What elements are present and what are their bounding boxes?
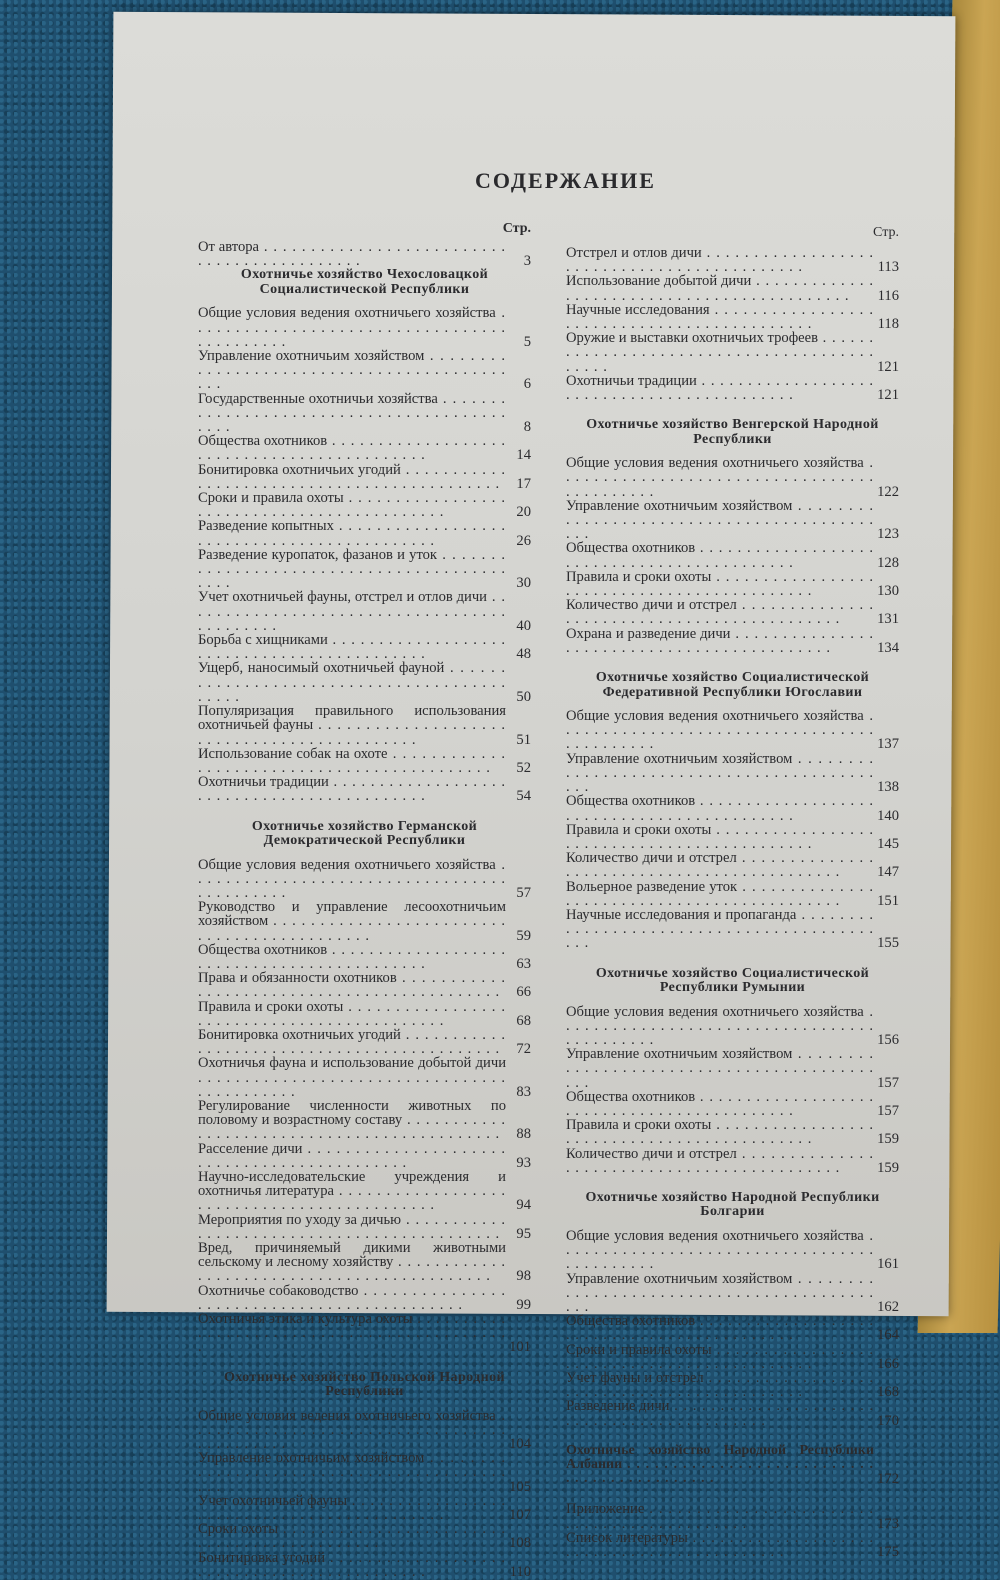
toc-entry-page: 131: [877, 611, 899, 628]
toc-entry-title: Популяризация правильного использования охотничьей фауны . . .: [198, 704, 506, 747]
toc-entry: [198, 1241, 531, 1284]
toc-entry-page: 95: [516, 1225, 531, 1242]
toc-entry-page: 156: [877, 1031, 899, 1048]
toc-entry-title: Приложение . . .: [566, 1502, 874, 1530]
toc-entry-title: Расселение дичи . . .: [198, 1142, 506, 1170]
toc-entry-title: Сроки и правила охоты . . .: [566, 1343, 874, 1371]
toc-entry: [566, 880, 899, 908]
toc-entry-title: Общие условия ведения охотничьего хозяйства . . .: [566, 1005, 874, 1048]
toc-entry-page: 63: [516, 955, 531, 972]
toc-entry: [566, 499, 899, 542]
section-heading: Охотничье хозяйство Венгерской Народной Республики: [586, 417, 879, 447]
toc-entry-title: Разведение копытных . . .: [198, 519, 506, 547]
toc-entry-title: От автора . . .: [198, 240, 506, 268]
toc-entry: [198, 240, 531, 268]
toc-entry-title: Управление охотничьим хозяйством . . .: [566, 1047, 874, 1090]
toc-entry: [198, 519, 531, 547]
toc-entry-page: 57: [516, 884, 531, 901]
toc-entry: [566, 246, 899, 274]
toc-entry: [198, 1494, 531, 1522]
section-heading: Охотничье хозяйство Социалистической Республики Румынии: [595, 965, 870, 996]
toc-entry-page: 116: [877, 287, 899, 304]
toc-entry-title: Охрана и разведение дичи . . .: [566, 627, 874, 655]
toc-entry: [566, 823, 899, 851]
toc-entry-page: 51: [516, 731, 531, 748]
toc-entry: [566, 1047, 899, 1090]
toc-entry-page: 168: [877, 1384, 899, 1401]
toc-entry-title: Мероприятия по уходу за дичью . . .: [198, 1213, 506, 1241]
toc-entry-page: 113: [877, 259, 899, 276]
toc-entry-title: Научные исследования . . .: [566, 303, 874, 331]
toc-entry-page: 145: [877, 835, 899, 852]
toc-entry-page: 140: [877, 807, 899, 824]
toc-entry-page: 157: [877, 1074, 899, 1091]
toc-entry-title: Управление охотничьим хозяйством . . .: [566, 1272, 874, 1315]
page-title: СОДЕРЖАНИЕ: [475, 168, 656, 193]
toc-entry: [566, 303, 899, 331]
toc-entry-page: 151: [877, 892, 899, 909]
toc-entry: [198, 1451, 531, 1494]
toc-entry-page: 48: [516, 646, 531, 663]
toc-entry: [566, 598, 899, 626]
toc-entry-page: 164: [877, 1327, 899, 1344]
toc-entry-page: 20: [516, 504, 531, 521]
toc-entry: [198, 971, 531, 999]
toc-entry-page: 59: [516, 927, 531, 944]
toc-entry: [198, 1551, 531, 1579]
toc-entry-page: 155: [877, 935, 899, 952]
toc-entry-page: 159: [877, 1131, 899, 1148]
toc-entry: [198, 1099, 531, 1142]
section-heading: Охотничье хозяйство Социалистической Федеративной Республики Югославии: [595, 670, 870, 700]
toc-entry-title: Бонитировка охотничьих угодий . . .: [198, 1028, 506, 1056]
toc-entry-page: 54: [516, 788, 531, 805]
toc-entry-page: 5: [523, 333, 531, 350]
toc-entry-page: 68: [516, 1012, 531, 1029]
toc-entry-page: 122: [877, 483, 899, 500]
toc-list-right: [566, 246, 899, 1559]
toc-entry-title: Количество дичи и отстрел . . .: [566, 598, 874, 626]
toc-entry-title: Количество дичи и отстрел . . .: [566, 1147, 874, 1175]
toc-entry-title: Список литературы . . .: [566, 1531, 874, 1559]
toc-entry: [198, 392, 531, 435]
toc-entry-title: Правила и сроки охоты . . .: [566, 823, 874, 851]
toc-entry-title: Количество дичи и отстрел . . .: [566, 851, 874, 879]
toc-entry-page: 121: [877, 358, 899, 375]
toc-entry: [198, 775, 531, 803]
toc-entry: [566, 570, 899, 598]
toc-entry-page: 66: [516, 984, 531, 1001]
toc-entry-title: Управление охотничьим хозяйством . . .: [198, 349, 506, 392]
toc-entry: [566, 1147, 899, 1175]
toc-entry-title: Использование собак на охоте . . .: [198, 747, 506, 775]
toc-entry: [198, 900, 531, 943]
toc-entry-page: 110: [509, 1563, 531, 1580]
toc-entry-page: 170: [877, 1412, 899, 1429]
toc-entry-title: Управление охотничьим хозяйством . . .: [566, 752, 874, 795]
toc-entry-title: Охотничье собаководство . . .: [198, 1284, 506, 1312]
toc-entry: [566, 331, 899, 374]
toc-entry-title: Охотничья фауна и использование добытой дичи . . .: [198, 1056, 506, 1099]
toc-entry-title: Бонитировка охотничьих угодий . . .: [198, 463, 506, 491]
toc-entry-title: Общие условия ведения охотничьего хозяйства . . .: [198, 1409, 506, 1452]
toc-entry-title: Общие условия ведения охотничьего хозяйства . . .: [566, 456, 874, 499]
toc-entry-page: 123: [877, 526, 899, 543]
toc-entry: [566, 456, 899, 499]
toc-entry-title: Учет фауны и отстрел . . .: [566, 1371, 874, 1399]
toc-entry: [566, 1229, 899, 1272]
toc-entry-title: Ущерб, наносимый охотничьей фауной . . .: [198, 661, 506, 704]
toc-entry-page: 172: [877, 1471, 899, 1488]
toc-entry-page: 50: [516, 688, 531, 705]
toc-entry-title: Научно-исследовательские учреждения и охотничья литература . . .: [198, 1170, 506, 1213]
toc-entry-page: 83: [516, 1083, 531, 1100]
toc-entry-title: Общества охотников . . .: [566, 1090, 874, 1118]
toc-entry: [198, 1312, 531, 1355]
toc-entry-page: 175: [877, 1544, 899, 1561]
toc-entry-title: Управление охотничьим хозяйством . . .: [198, 1451, 506, 1494]
toc-entry: [566, 1272, 899, 1315]
toc-entry-page: 104: [509, 1436, 531, 1453]
toc-entry: [198, 548, 531, 591]
toc-entry-page: 137: [877, 736, 899, 753]
toc-entry: [566, 274, 899, 302]
toc-entry: [198, 306, 531, 349]
toc-entry: [198, 1522, 531, 1550]
toc-entry-page: 107: [509, 1507, 531, 1524]
toc-entry-page: 3: [523, 253, 531, 270]
toc-entry: [198, 434, 531, 462]
toc-entry-page: 130: [877, 583, 899, 600]
toc-entry-title: Общества охотников . . .: [566, 1314, 874, 1342]
toc-entry: [198, 349, 531, 392]
toc-entry-page: 26: [516, 532, 531, 549]
toc-entry-title: Регулирование численности животных по половому и возрастному составу . . .: [198, 1099, 506, 1142]
toc-entry: [566, 1444, 899, 1487]
toc-entry: [198, 661, 531, 704]
toc-entry: [198, 943, 531, 971]
toc-entry: [566, 752, 899, 795]
toc-entry-page: 121: [877, 387, 899, 404]
toc-entry-title: Вольерное разведение уток . . .: [566, 880, 874, 908]
toc-entry: [566, 1005, 899, 1048]
toc-entry: [198, 633, 531, 661]
toc-entry-title: Руководство и управление лесоохотничьим хозяйством . . .: [198, 900, 506, 943]
toc-entry-title: Разведение куропаток, фазанов и уток . . .: [198, 548, 506, 591]
toc-entry-page: 8: [523, 419, 531, 436]
toc-entry-page: 17: [516, 475, 531, 492]
toc-entry-title: Охотничьи традиции . . .: [566, 374, 874, 402]
toc-entry: [198, 1284, 531, 1312]
toc-entry-title: Учет охотничьей фауны . . .: [198, 1494, 506, 1522]
toc-entry: [566, 1371, 899, 1399]
toc-entry: [566, 1502, 899, 1530]
toc-entry-title: Общие условия ведения охотничьего хозяйства . . .: [566, 1229, 874, 1272]
toc-entry-page: 94: [516, 1197, 531, 1214]
toc-entry-title: Научные исследования и пропаганда . . .: [566, 908, 874, 951]
toc-entry: [566, 709, 899, 752]
toc-entry-title: Общие условия ведения охотничьего хозяйства . . .: [566, 709, 874, 752]
toc-entry-title: Правила и сроки охоты . . .: [198, 1000, 506, 1028]
toc-entry-page: 161: [877, 1256, 899, 1273]
section-heading: Охотничье хозяйство Польской Народной Республики: [224, 1369, 505, 1400]
toc-entry-title: Бонитировка угодий . . .: [198, 1551, 506, 1579]
toc-entry-title: Оружие и выставки охотничьих трофеев . . .: [566, 331, 874, 374]
toc-entry-page: 128: [877, 554, 899, 571]
toc-entry-title: Права и обязанности охотников . . .: [198, 971, 506, 999]
toc-entry: [198, 858, 531, 901]
toc-entry-page: 118: [877, 316, 899, 333]
page-column-label: Стр.: [502, 221, 531, 236]
toc-entry-title: Общества охотников . . .: [566, 541, 874, 569]
toc-entry-page: 14: [516, 447, 531, 464]
toc-entry-page: 138: [877, 779, 899, 796]
toc-entry: [198, 463, 531, 491]
toc-entry: [198, 1000, 531, 1028]
section-heading: Охотничье хозяйство Германской Демократической Республики: [251, 818, 478, 849]
toc-entry-title: Использование добытой дичи . . .: [566, 274, 874, 302]
toc-entry-title: Правила и сроки охоты . . .: [566, 570, 874, 598]
section-heading: Охотничье хозяйство Народной Республики Болгарии: [585, 1189, 880, 1220]
toc-entry-page: 134: [877, 639, 899, 656]
toc-entry-title: Охотничья этика и культура охоты . . .: [198, 1312, 506, 1355]
toc-entry: [198, 747, 531, 775]
toc-entry: [566, 1531, 899, 1559]
toc-entry-page: 147: [877, 864, 899, 881]
toc-entry-title: Охотничьи традиции . . .: [198, 775, 506, 803]
toc-entry-title: Вред, причиняемый дикими животными сельскому и лесному хозяйству . . .: [198, 1241, 506, 1284]
toc-entry-page: 40: [516, 617, 531, 634]
toc-entry: [566, 541, 899, 569]
toc-entry-page: 105: [509, 1478, 531, 1495]
toc-entry-page: 52: [516, 759, 531, 776]
toc-entry-page: 157: [877, 1102, 899, 1119]
toc-entry: [566, 794, 899, 822]
toc-entry: [198, 1409, 531, 1452]
toc-entry: [566, 1343, 899, 1371]
toc-entry-page: 6: [523, 376, 531, 393]
toc-column-right: [566, 226, 899, 1559]
toc-entry-title: Учет охотничьей фауны, отстрел и отлов дичи . . .: [198, 590, 506, 633]
toc-entry: [566, 1090, 899, 1118]
toc-entry: [566, 627, 899, 655]
toc-entry-title: Управление охотничьим хозяйством . . .: [566, 499, 874, 542]
toc-entry: [566, 851, 899, 879]
toc-column-left: [198, 222, 531, 1579]
toc-entry: [198, 590, 531, 633]
toc-entry-title: Общества охотников . . .: [198, 943, 506, 971]
toc-entry: [566, 1399, 899, 1427]
toc-entry-title: Общие условия ведения охотничьего хозяйства . . .: [198, 858, 506, 901]
toc-entry: [198, 491, 531, 519]
toc-entry-page: 173: [877, 1515, 899, 1532]
toc-entry: [566, 1118, 899, 1146]
toc-entry-title: Общие условия ведения охотничьего хозяйства . . .: [198, 306, 506, 349]
toc-entry: [566, 374, 899, 402]
section-heading: Охотничье хозяйство Чехословацкой Социалистической Республики: [240, 267, 489, 297]
toc-entry-page: 166: [877, 1355, 899, 1372]
toc-entry-page: 99: [516, 1296, 531, 1313]
toc-entry-page: 101: [509, 1339, 531, 1356]
toc-entry-page: 162: [877, 1298, 899, 1315]
toc-entry-title: Государственные охотничьи хозяйства . . .: [198, 392, 506, 435]
toc-entry: [198, 1170, 531, 1213]
toc-entry-page: 72: [516, 1041, 531, 1058]
toc-entry-page: 88: [516, 1126, 531, 1143]
toc-entry-title: Отстрел и отлов дичи . . .: [566, 246, 874, 274]
toc-entry-page: 30: [516, 575, 531, 592]
toc-entry-title: Сроки охоты . . .: [198, 1522, 506, 1550]
toc-entry: [198, 1056, 531, 1099]
toc-entry: [198, 1142, 531, 1170]
page-column-label: Стр.: [873, 225, 899, 240]
toc-entry-title: Охотничье хозяйство Народной Республики Албании . . .: [566, 1444, 874, 1487]
toc-entry-page: 108: [509, 1535, 531, 1552]
toc-entry-page: 98: [516, 1268, 531, 1285]
toc-entry: [566, 1314, 899, 1342]
toc-entry-title: Общества охотников . . .: [198, 434, 506, 462]
toc-entry: [198, 1213, 531, 1241]
toc-entry-page: 159: [877, 1159, 899, 1176]
toc-entry-title: Разведение дичи . . .: [566, 1399, 874, 1427]
toc-entry: [198, 1028, 531, 1056]
toc-entry-title: Борьба с хищниками . . .: [198, 633, 506, 661]
toc-entry-title: Сроки и правила охоты . . .: [198, 491, 506, 519]
toc-entry-title: Общества охотников . . .: [566, 794, 874, 822]
toc-entry: [198, 704, 531, 747]
toc-list-left: [198, 240, 531, 1579]
toc-entry: [566, 908, 899, 951]
toc-entry-title: Правила и сроки охоты . . .: [566, 1118, 874, 1146]
toc-entry-page: 93: [516, 1154, 531, 1171]
